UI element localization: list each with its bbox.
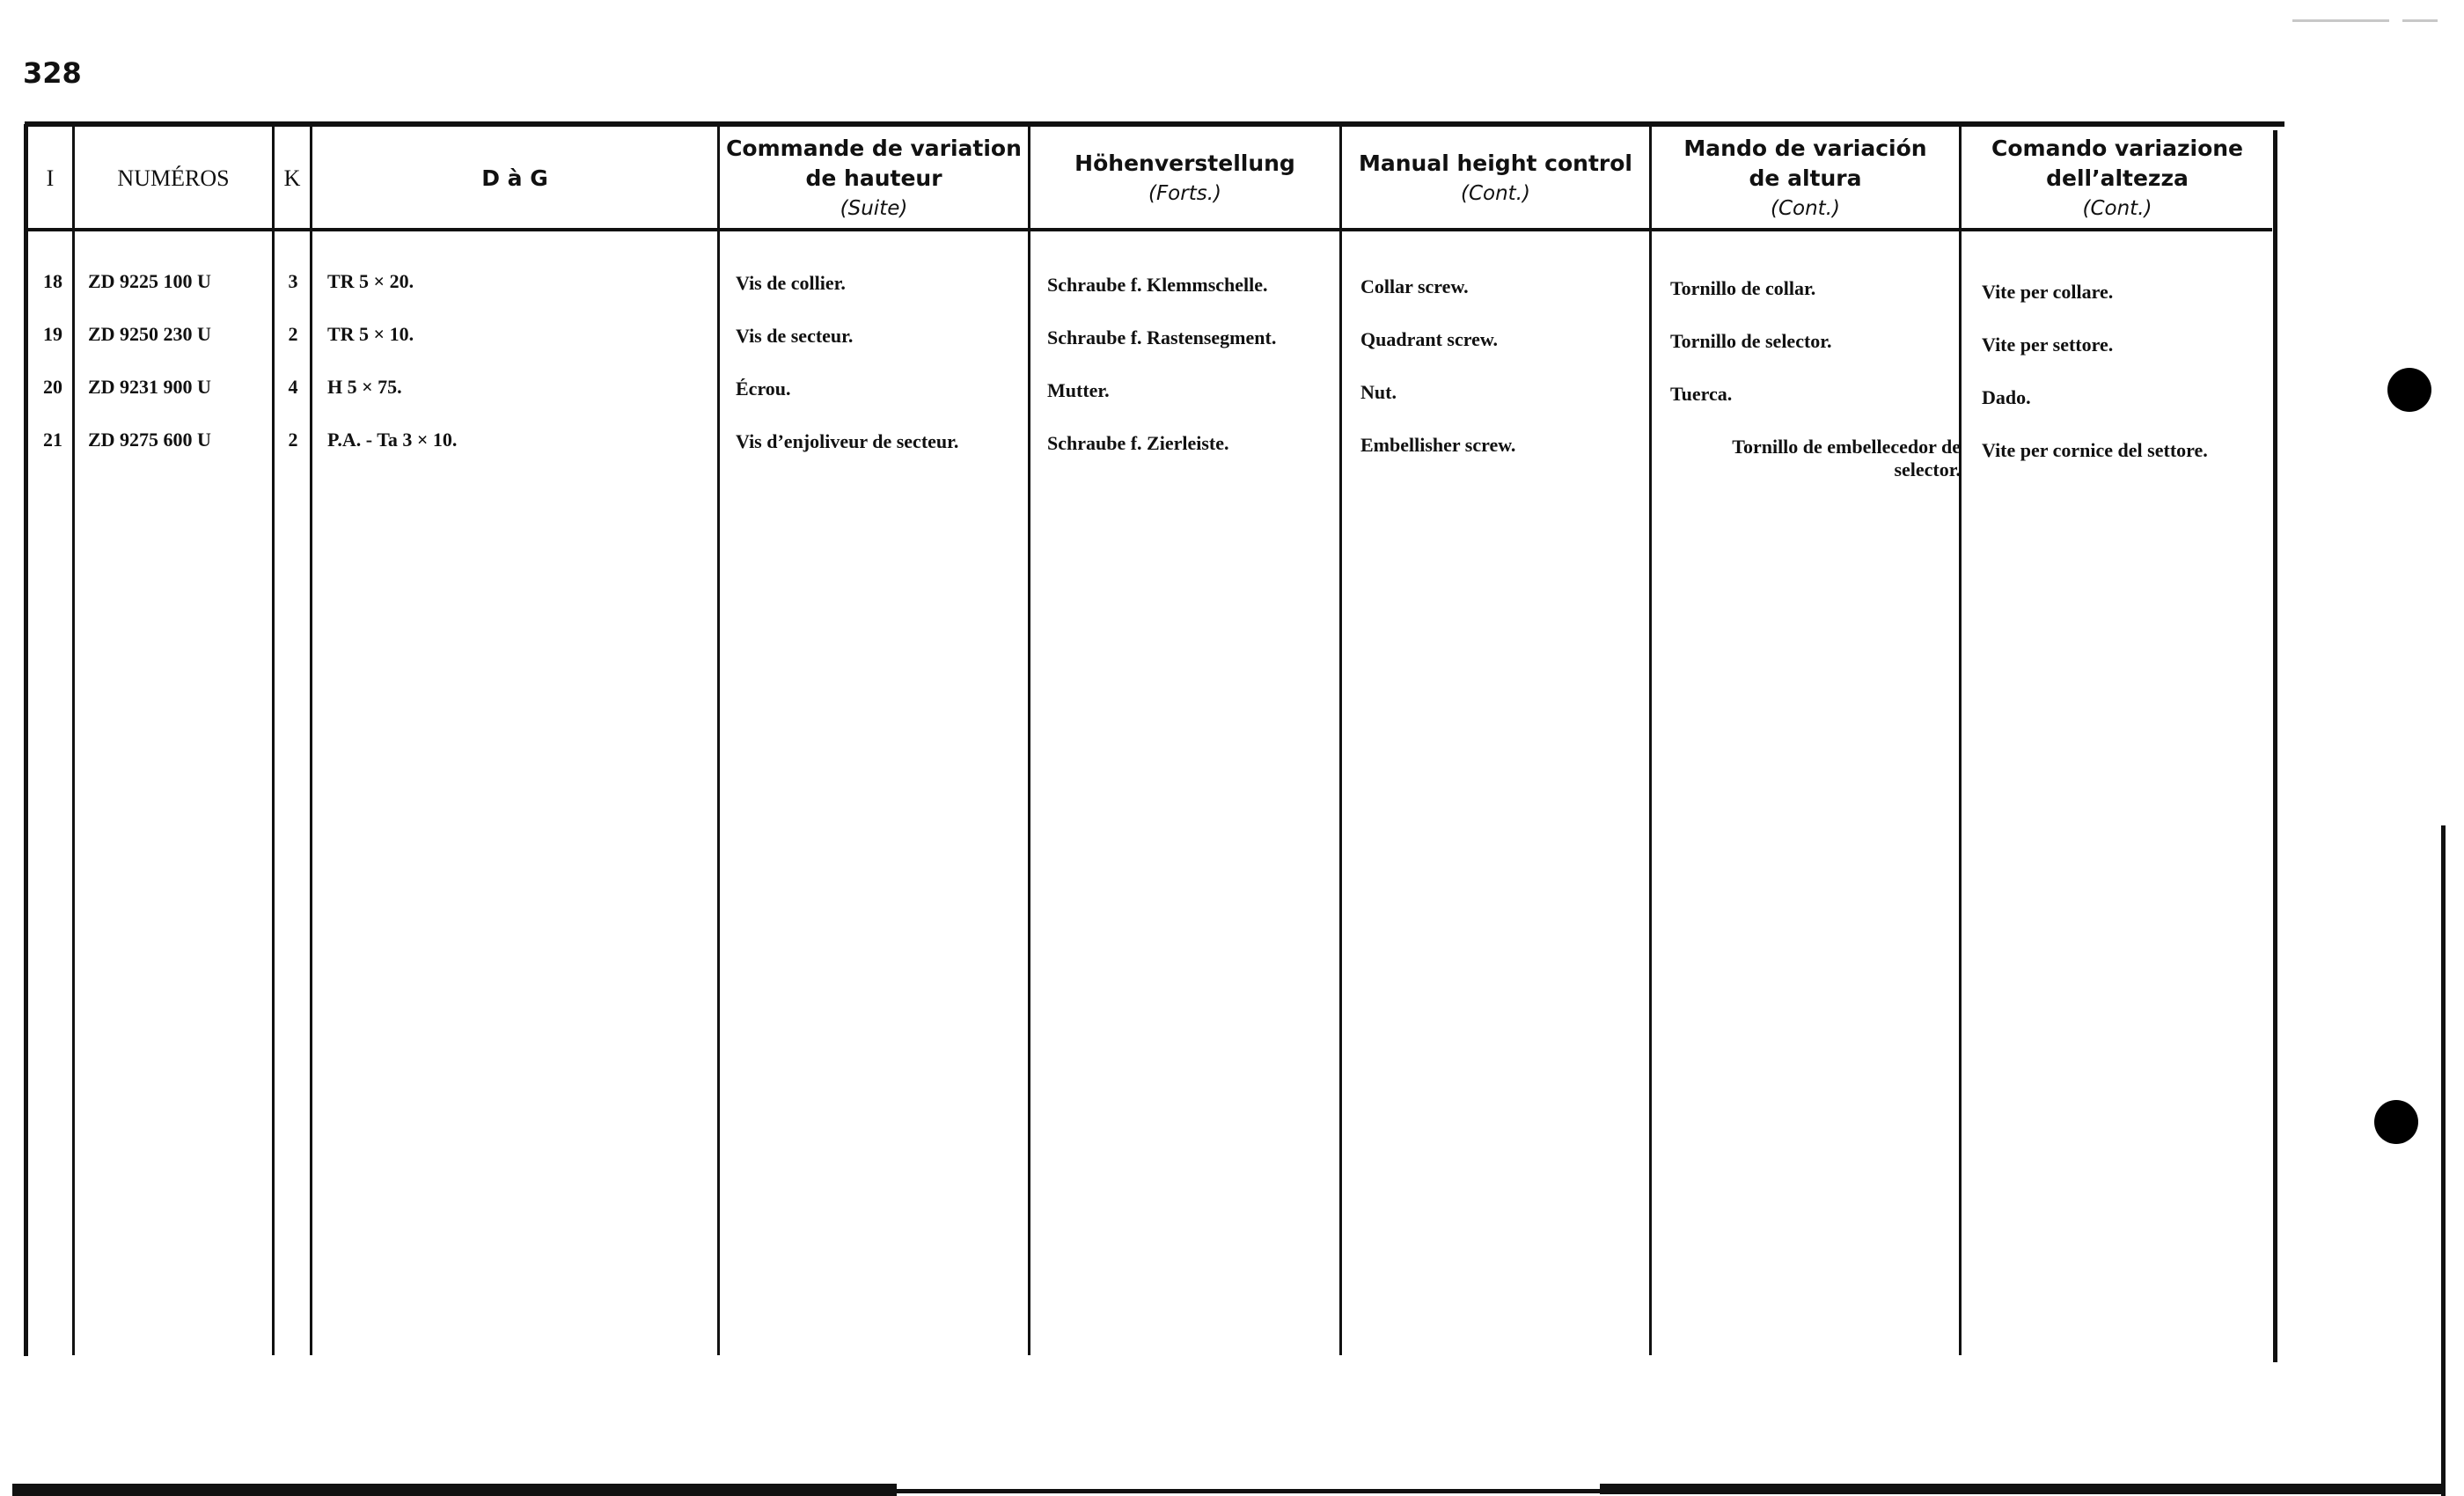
- header-subtitle: (Cont.): [2082, 196, 2152, 220]
- cell-dag: TR 5 × 10.: [327, 323, 414, 345]
- header-label: K: [283, 165, 301, 191]
- cell-dag: H 5 × 75.: [327, 376, 402, 398]
- cell-part-number: ZD 9250 230 U: [88, 323, 211, 345]
- column-divider: [1959, 127, 1962, 1355]
- cell-index: 20: [43, 376, 62, 398]
- cell-german: Schraube f. Rastensegment.: [1047, 326, 1277, 348]
- page-number: 328: [23, 56, 82, 90]
- punch-hole: [2374, 1100, 2418, 1144]
- bottom-edge-bar: [12, 1484, 897, 1496]
- punch-hole: [2387, 368, 2431, 412]
- table-right-border: [2273, 130, 2277, 1362]
- header-label: Manual height control: [1359, 150, 1632, 176]
- cell-italian: Vite per settore.: [1982, 334, 2114, 356]
- cell-quantity: 4: [288, 376, 298, 398]
- cell-quantity: 2: [288, 429, 298, 451]
- cell-french: Vis de collier.: [736, 272, 846, 294]
- bottom-edge-bar: [1600, 1484, 2445, 1494]
- cell-dag: P.A. - Ta 3 × 10.: [327, 429, 458, 451]
- header-label: Mando de variación: [1683, 135, 1927, 161]
- cell-spanish: Tornillo de embellecedor de selector.: [1732, 436, 1961, 480]
- header-french: [720, 132, 1028, 224]
- header-label: D à G: [481, 165, 548, 191]
- header-label: de altura: [1749, 165, 1862, 191]
- scan-mark: [2292, 19, 2389, 22]
- table-top-border: [25, 121, 2284, 127]
- header-subtitle: (Cont.): [1771, 196, 1840, 220]
- cell-spanish: Tornillo de collar.: [1670, 277, 1816, 299]
- cell-english: Embellisher screw.: [1360, 434, 1516, 456]
- header-italian: [1962, 132, 2273, 224]
- header-label: Commande de variation: [726, 135, 1022, 161]
- cell-dag: TR 5 × 20.: [327, 270, 414, 292]
- header-subtitle: (Forts.): [1148, 181, 1221, 205]
- column-divider: [717, 127, 720, 1355]
- header-label: I: [46, 165, 55, 191]
- cell-italian: Vite per cornice del settore.: [1982, 439, 2208, 461]
- cell-index: 21: [43, 429, 62, 451]
- header-dag: [312, 132, 717, 224]
- table-left-border: [24, 124, 28, 1356]
- column-divider: [310, 127, 312, 1355]
- cell-french: Vis d’enjoliveur de secteur.: [736, 430, 959, 452]
- cell-german: Schraube f. Klemmschelle.: [1047, 274, 1268, 296]
- cell-german: Schraube f. Zierleiste.: [1047, 432, 1229, 454]
- cell-spanish: Tornillo de selector.: [1670, 330, 1832, 352]
- cell-part-number: ZD 9231 900 U: [88, 376, 211, 398]
- header-subtitle: (Suite): [840, 196, 908, 220]
- page-right-edge: [2441, 825, 2446, 1496]
- cell-quantity: 3: [288, 270, 298, 292]
- header-label: NUMÉROS: [117, 165, 230, 191]
- header-spanish: [1652, 132, 1959, 224]
- scan-mark: [2402, 19, 2438, 22]
- column-divider: [72, 127, 75, 1355]
- cell-index: 19: [43, 323, 62, 345]
- cell-english: Collar screw.: [1360, 275, 1469, 297]
- header-k: [275, 132, 310, 224]
- cell-quantity: 2: [288, 323, 298, 345]
- header-label: Höhenverstellung: [1074, 150, 1295, 176]
- cell-french: Écrou.: [736, 378, 791, 400]
- cell-italian: Dado.: [1982, 386, 2031, 408]
- cell-spanish: Tuerca.: [1670, 383, 1733, 405]
- cell-index: 18: [43, 270, 62, 292]
- header-rule: [28, 228, 2272, 231]
- column-divider: [1339, 127, 1342, 1355]
- cell-english: Nut.: [1360, 381, 1397, 403]
- header-english: [1342, 132, 1649, 224]
- header-i: [28, 132, 72, 224]
- cell-italian: Vite per collare.: [1982, 281, 2114, 303]
- cell-english: Quadrant screw.: [1360, 328, 1499, 350]
- column-divider: [272, 127, 275, 1355]
- cell-french: Vis de secteur.: [736, 325, 854, 347]
- header-subtitle: (Cont.): [1461, 181, 1530, 205]
- cell-part-number: ZD 9225 100 U: [88, 270, 211, 292]
- cell-german: Mutter.: [1047, 379, 1110, 401]
- column-divider: [1028, 127, 1030, 1355]
- header-label: Comando variazione: [1991, 135, 2243, 161]
- column-divider: [1649, 127, 1652, 1355]
- header-label: dell’altezza: [2046, 165, 2189, 191]
- header-label: de hauteur: [805, 165, 942, 191]
- header-numeros: [75, 132, 272, 224]
- header-german: [1030, 132, 1339, 224]
- cell-part-number: ZD 9275 600 U: [88, 429, 211, 451]
